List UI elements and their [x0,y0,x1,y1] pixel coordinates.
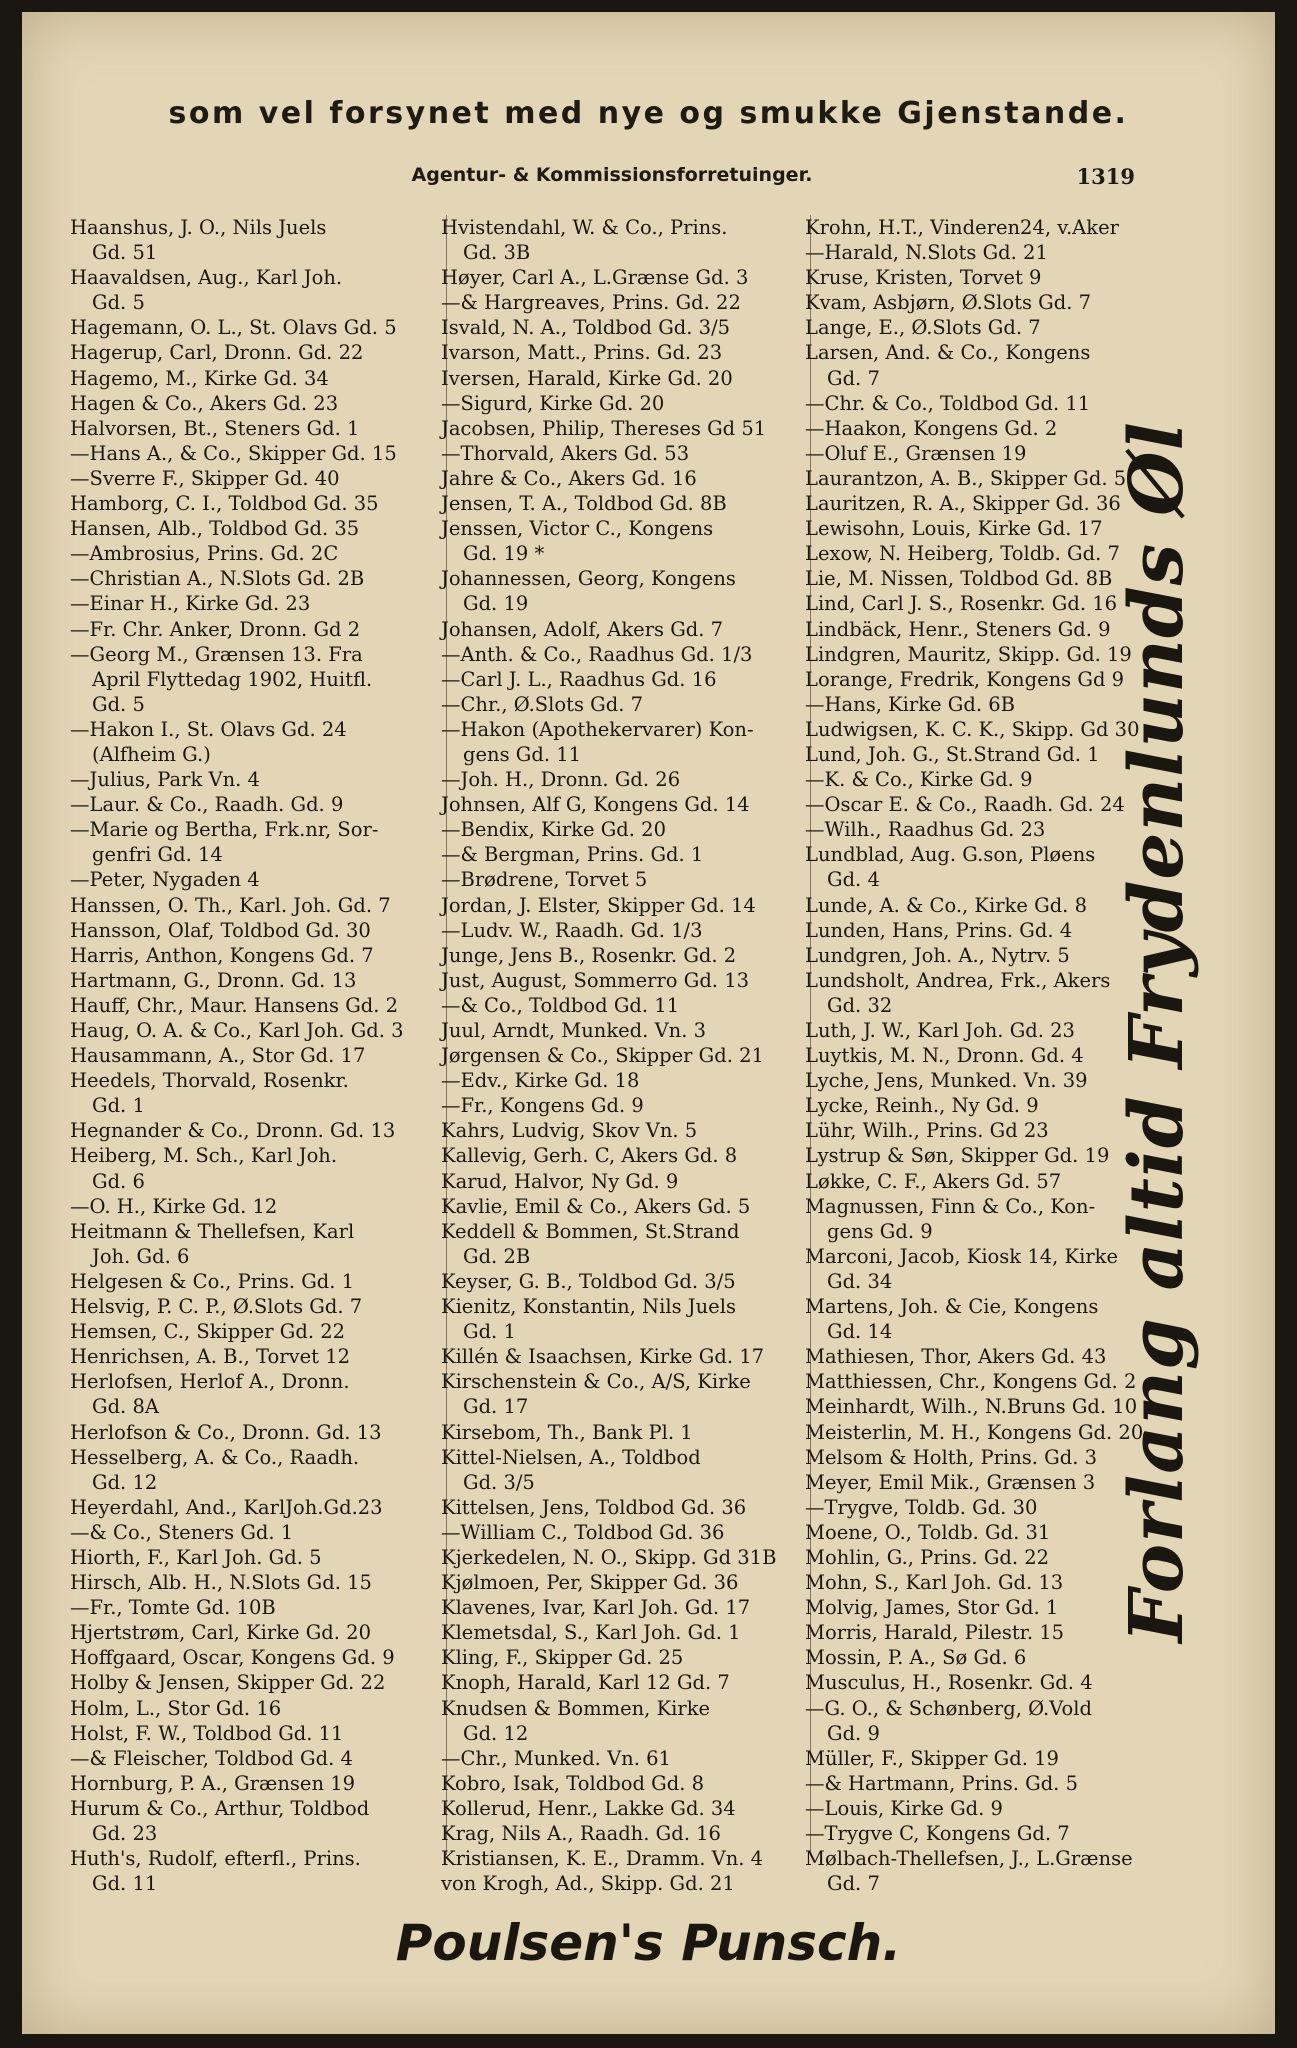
directory-entry-line: Lyche, Jens, Munked. Vn. 39 [805,1069,1088,1093]
directory-entry-line: Gd. 7 [827,366,880,390]
directory-entry-line: Helsvig, P. C. P., Ø.Slots Gd. 7 [70,1295,363,1319]
directory-entry-line: Kahrs, Ludvig, Skov Vn. 5 [441,1119,698,1143]
directory-entry-line: Holm, L., Stor Gd. 16 [70,1696,282,1720]
directory-entry-line: Hiorth, F., Karl Joh. Gd. 5 [70,1545,322,1569]
directory-entry-line: Holby & Jensen, Skipper Gd. 22 [70,1671,386,1695]
directory-entry-line: Lewisohn, Louis, Kirke Gd. 17 [805,517,1103,541]
directory-entry-line: Kollerud, Henr., Lakke Gd. 34 [441,1796,736,1820]
directory-entry-line: —Sigurd, Kirke Gd. 20 [441,391,665,415]
directory-entry-line: Hamborg, C. I., Toldbod Gd. 35 [70,492,379,516]
directory-entry-line: —Thorvald, Akers Gd. 53 [441,441,690,465]
directory-entry-line: Johnsen, Alf G, Kongens Gd. 14 [441,793,750,817]
directory-entry-line: Mossin, P. A., Sø Gd. 6 [805,1646,1027,1670]
directory-entry-line: Heedels, Thorvald, Rosenkr. [70,1069,349,1093]
directory-entry-line: Kienitz, Konstantin, Nils Juels [441,1295,736,1319]
directory-entry-line: Kittel-Nielsen, A., Toldbod [441,1445,701,1469]
directory-entry-line: Gd. 12 [92,1470,158,1494]
directory-entry-line: Juul, Arndt, Munked. Vn. 3 [441,1019,707,1042]
directory-entry-line: —Louis, Kirke Gd. 9 [805,1796,1003,1820]
directory-entry-line: —Christian A., N.Slots Gd. 2B [70,567,365,591]
directory-entry-line: April Flyttedag 1902, Huitfl. [92,667,373,691]
directory-entry-line: Gd. 5 [92,692,145,716]
directory-entry-line: Hagen & Co., Akers Gd. 23 [70,391,339,415]
directory-entry-line: Krohn, H.T., Vinderen24, v.Aker [805,216,1119,239]
directory-entry-line: —& Bergman, Prins. Gd. 1 [441,843,704,867]
directory-entry-line: Ludwigsen, K. C. K., Skipp. Gd 30 [805,717,1140,741]
directory-entry-line: Lundsholt, Andrea, Frk., Akers [805,968,1111,992]
directory-column-2 [441,215,811,1896]
directory-entry-line: Hesselberg, A. & Co., Raadh. [70,1445,360,1469]
directory-entry-line: —Oluf E., Grænsen 19 [805,441,1027,465]
directory-entry-line: Lundgren, Joh. A., Nytrv. 5 [805,943,1070,967]
directory-entry-line: Gd. 17 [463,1395,529,1419]
directory-entry-line: Lange, E., Ø.Slots Gd. 7 [805,316,1041,340]
directory-entry-line: —G. O., & Schønberg, Ø.Vold [805,1696,1092,1720]
directory-entry-line: —Einar H., Kirke Gd. 23 [70,592,311,616]
directory-entry-line: gens Gd. 11 [463,742,582,766]
directory-entry-line: Luth, J. W., Karl Joh. Gd. 23 [805,1019,1075,1042]
directory-entry-line: Gd. 23 [92,1822,158,1845]
directory-entry-line: Hansen, Alb., Toldbod Gd. 35 [70,517,360,541]
directory-entry-line: —Fr. Chr. Anker, Dronn. Gd 2 [70,617,361,641]
directory-entry-line: Gd. 7 [827,1872,880,1896]
directory-entry-line: —Trygve, Toldb. Gd. 30 [805,1495,1038,1519]
directory-entry-line: Hanssen, O. Th., Karl. Joh. Gd. 7 [70,893,391,917]
directory-entry-line: Junge, Jens B., Rosenkr. Gd. 2 [441,943,737,967]
directory-entry-line: Herlofsen, Herlof A., Dronn. [70,1370,350,1394]
directory-entry-line: —Julius, Park Vn. 4 [70,768,260,792]
directory-entry-line: Klavenes, Ivar, Karl Joh. Gd. 17 [441,1596,751,1620]
directory-entry-line: Haavaldsen, Aug., Karl Joh. [70,266,343,290]
directory-entry-line: Gd. 3B [463,241,531,265]
directory-entry-line: —Carl J. L., Raadhus Gd. 16 [441,667,717,691]
directory-entry-line: Joh. Gd. 6 [92,1244,190,1268]
directory-entry-line: —O. H., Kirke Gd. 12 [70,1194,278,1218]
directory-entry-line: Hemsen, C., Skipper Gd. 22 [70,1320,346,1344]
directory-entry-line: Lie, M. Nissen, Toldbod Gd. 8B [805,567,1113,591]
directory-entry-line: —Chr., Ø.Slots Gd. 7 [441,692,644,716]
directory-entry-line: Hegnander & Co., Dronn. Gd. 13 [70,1119,396,1143]
directory-entry-line: Knudsen & Bommen, Kirke [441,1696,711,1720]
directory-entry-line: Gd. 34 [827,1269,893,1293]
directory-entry-line: Magnussen, Finn & Co., Kon- [805,1194,1096,1218]
directory-entry-line: Lexow, N. Heiberg, Toldb. Gd. 7 [805,542,1120,566]
side-advertisement: Forlang altid Frydenlunds Øl [1114,421,1200,1643]
directory-entry-line: Heiberg, M. Sch., Karl Joh. [70,1144,338,1168]
directory-entry-line: Kruse, Kristen, Torvet 9 [805,266,1042,290]
directory-entry-line: Hoffgaard, Oscar, Kongens Gd. 9 [70,1646,395,1670]
directory-entry-line: Harris, Anthon, Kongens Gd. 7 [70,943,374,967]
directory-entry-line: Hauff, Chr., Maur. Hansens Gd. 2 [70,993,399,1017]
directory-entry-line: —Ludv. W., Raadh. Gd. 1/3 [441,918,703,942]
directory-entry-line: Jensen, T. A., Toldbod Gd. 8B [441,492,727,516]
directory-entry-line: Hartmann, G., Dronn. Gd. 13 [70,968,357,992]
directory-entry-line: —K. & Co., Kirke Gd. 9 [805,768,1033,792]
directory-entry-line: Ivarson, Matt., Prins. Gd. 23 [441,341,723,365]
directory-entry-line: Lindgren, Mauritz, Skipp. Gd. 19 [805,642,1132,666]
directory-entry-line: —Oscar E. & Co., Raadh. Gd. 24 [805,793,1125,817]
directory-entry-line: Lind, Carl J. S., Rosenkr. Gd. 16 [805,592,1118,616]
directory-entry-line: Halvorsen, Bt., Steners Gd. 1 [70,416,360,440]
directory-entry-line: —Hans A., & Co., Skipper Gd. 15 [70,441,397,465]
directory-entry-line: —Hakon I., St. Olavs Gd. 24 [70,717,347,741]
directory-entry-line: Lühr, Wilh., Prins. Gd 23 [805,1119,1049,1143]
directory-entry-line: Musculus, H., Rosenkr. Gd. 4 [805,1671,1093,1695]
directory-entry-line: Jordan, J. Elster, Skipper Gd. 14 [441,893,756,917]
directory-entry-line: Matthiessen, Chr., Kongens Gd. 2 [805,1370,1137,1394]
directory-entry-line: —Sverre F., Skipper Gd. 40 [70,466,340,490]
directory-entry-line: —Bendix, Kirke Gd. 20 [441,818,666,842]
directory-entry-line: —& Co., Toldbod Gd. 11 [441,993,680,1017]
directory-entry-line: Hansson, Olaf, Toldbod Gd. 30 [70,918,371,942]
directory-entry-line: Keddell & Bommen, St.Strand [441,1219,740,1243]
directory-entry-line: Lystrup & Søn, Skipper Gd. 19 [805,1144,1110,1168]
directory-entry-line: Kristiansen, K. E., Dramm. Vn. 4 [441,1847,764,1871]
directory-entry-line: Hornburg, P. A., Grænsen 19 [70,1771,356,1795]
directory-entry-line: Hjertstrøm, Carl, Kirke Gd. 20 [70,1621,371,1645]
directory-entry-line: Haanshus, J. O., Nils Juels [70,216,327,239]
directory-entry-line: Høyer, Carl A., L.Grænse Gd. 3 [441,266,749,290]
directory-entry-line: von Krogh, Ad., Skipp. Gd. 21 [441,1872,735,1896]
directory-entry-line: (Alfheim G.) [92,742,211,766]
directory-entry-line: Luytkis, M. N., Dronn. Gd. 4 [805,1044,1084,1068]
directory-entry-line: Melsom & Holth, Prins. Gd. 3 [805,1445,1098,1469]
directory-entry-line: Heyerdahl, And., KarlJoh.Gd.23 [70,1495,383,1519]
top-banner-ad: som vel forsynet med nye og smukke Gjenstande. [168,96,1129,131]
directory-entry-line: Molvig, James, Stor Gd. 1 [805,1596,1059,1620]
directory-entry-line: Gd. 1 [92,1094,145,1118]
directory-entry-line: gens Gd. 9 [827,1219,933,1243]
directory-entry-line: Laurantzon, A. B., Skipper Gd. 5 [805,466,1127,490]
directory-entry-line: Gd. 12 [463,1721,529,1745]
directory-entry-line: Lycke, Reinh., Ny Gd. 9 [805,1094,1039,1118]
directory-column-1 [70,215,452,1896]
directory-entry-line: Gd. 5 [92,291,145,315]
directory-entry-line: Hurum & Co., Arthur, Toldbod [70,1796,370,1820]
directory-entry-line: Kjerkedelen, N. O., Skipp. Gd 31B [441,1545,777,1569]
page-number: 1319 [1076,164,1135,189]
directory-entry-line: Hirsch, Alb. H., N.Slots Gd. 15 [70,1571,372,1595]
directory-entry-line: Meyer, Emil Mik., Grænsen 3 [805,1470,1096,1494]
directory-entry-line: Mohlin, G., Prins. Gd. 22 [805,1545,1050,1569]
directory-entry-line: Gd. 51 [92,241,158,265]
directory-entry-line: Lunden, Hans, Prins. Gd. 4 [805,918,1073,942]
directory-entry-line: Isvald, N. A., Toldbod Gd. 3/5 [441,316,731,340]
directory-entry-line: Haug, O. A. & Co., Karl Joh. Gd. 3 [70,1019,404,1042]
directory-entry-line: Gd. 8A [92,1395,159,1419]
directory-entry-line: —Fr., Tomte Gd. 10B [70,1596,276,1620]
directory-entry-line: Meisterlin, M. H., Kongens Gd. 20 [805,1420,1144,1444]
directory-entry-line: Martens, Joh. & Cie, Kongens [805,1295,1099,1319]
directory-entry-line: Gd. 32 [827,993,893,1017]
directory-entry-line: Henrichsen, A. B., Torvet 12 [70,1345,351,1369]
directory-entry-line: —Anth. & Co., Raadhus Gd. 1/3 [441,642,753,666]
directory-entry-line: Gd. 19 [463,592,529,616]
directory-entry-line: Gd. 11 [92,1872,158,1896]
directory-entry-line: —William C., Toldbod Gd. 36 [441,1520,725,1544]
directory-entry-line: Keyser, G. B., Toldbod Gd. 3/5 [441,1269,736,1293]
directory-entry-line: Krag, Nils A., Raadh. Gd. 16 [441,1822,721,1845]
directory-entry-line: —Joh. H., Dronn. Gd. 26 [441,768,681,792]
directory-entry-line: Hvistendahl, W. & Co., Prins. [441,216,728,239]
directory-entry-line: Johansen, Adolf, Akers Gd. 7 [441,617,724,641]
directory-entry-line: genfri Gd. 14 [92,843,223,867]
directory-entry-line: Holst, F. W., Toldbod Gd. 11 [70,1721,344,1745]
directory-entry-line: Killén & Isaachsen, Kirke Gd. 17 [441,1345,765,1369]
directory-entry-line: Hagemo, M., Kirke Gd. 34 [70,366,329,390]
directory-entry-line: —Trygve C, Kongens Gd. 7 [805,1822,1070,1845]
directory-entry-line: Kavlie, Emil & Co., Akers Gd. 5 [441,1194,751,1218]
directory-entry-line: Moene, O., Toldb. Gd. 31 [805,1520,1051,1544]
directory-entry-line: —& Co., Steners Gd. 1 [70,1520,294,1544]
directory-page [22,12,1275,2034]
directory-entry-line: Knoph, Harald, Karl 12 Gd. 7 [441,1671,730,1695]
directory-entry-line: Huth's, Rudolf, efterfl., Prins. [70,1847,361,1871]
directory-entry-line: Gd. 4 [827,868,880,892]
directory-entry-line: Lunde, A. & Co., Kirke Gd. 8 [805,893,1087,917]
directory-entry-line: Gd. 9 [827,1721,880,1745]
directory-entry-line: —Hakon (Apothekervarer) Kon- [441,717,754,741]
directory-entry-line: —Harald, N.Slots Gd. 21 [805,241,1048,265]
directory-entry-line: —& Hargreaves, Prins. Gd. 22 [441,291,741,315]
directory-entry-line: Helgesen & Co., Prins. Gd. 1 [70,1269,355,1293]
directory-entry-line: —Fr., Kongens Gd. 9 [441,1094,644,1118]
directory-entry-line: Kirschenstein & Co., A/S, Kirke [441,1370,751,1394]
directory-entry-line: Kvam, Asbjørn, Ø.Slots Gd. 7 [805,291,1092,315]
directory-entry-line: Jørgensen & Co., Skipper Gd. 21 [441,1044,764,1068]
directory-entry-line: Gd. 3/5 [463,1470,535,1494]
directory-entry-line: Lauritzen, R. A., Skipper Gd. 36 [805,492,1121,516]
directory-entry-line: Lindbäck, Henr., Steners Gd. 9 [805,617,1111,641]
directory-entry-line: —Edv., Kirke Gd. 18 [441,1069,640,1093]
directory-entry-line: Johannessen, Georg, Kongens [441,567,736,591]
directory-entry-line: Meinhardt, Wilh., N.Bruns Gd. 10 [805,1395,1138,1419]
directory-entry-line: Gd. 6 [92,1169,145,1193]
directory-entry-line: —Chr. & Co., Toldbod Gd. 11 [805,391,1091,415]
directory-entry-line: Løkke, C. F., Akers Gd. 57 [805,1169,1062,1193]
page-title: Agentur- & Kommissionsforretuinger. [411,164,813,186]
directory-entry-line: Morris, Harald, Pilestr. 15 [805,1621,1065,1645]
directory-entry-line: Just, August, Sommerro Gd. 13 [441,968,750,992]
directory-entry-line: —Hans, Kirke Gd. 6B [805,692,1015,716]
directory-entry-line: —Peter, Nygaden 4 [70,868,260,892]
directory-entry-line: Kirsebom, Th., Bank Pl. 1 [441,1420,693,1444]
directory-entry-line: Heitmann & Thellefsen, Karl [70,1219,355,1243]
directory-entry-line: Hagemann, O. L., St. Olavs Gd. 5 [70,316,397,340]
directory-entry-line: Jacobsen, Philip, Thereses Gd 51 [441,416,767,440]
directory-entry-line: Herlofson & Co., Dronn. Gd. 13 [70,1420,382,1444]
directory-entry-line: Kobro, Isak, Toldbod Gd. 8 [441,1771,704,1795]
directory-entry-line: Karud, Halvor, Ny Gd. 9 [441,1169,679,1193]
directory-entry-line: Hagerup, Carl, Dronn. Gd. 22 [70,341,364,365]
directory-entry-line: Gd. 2B [463,1244,531,1268]
directory-entry-line: Gd. 19 * [463,542,545,566]
directory-entry-line: Iversen, Harald, Kirke Gd. 20 [441,366,733,390]
bottom-advertisement: Poulsen's Punsch. [395,1914,902,1972]
directory-entry-line: Gd. 1 [463,1320,516,1344]
directory-entry-line: Kittelsen, Jens, Toldbod Gd. 36 [441,1495,747,1519]
directory-entry-line: Kjølmoen, Per, Skipper Gd. 36 [441,1571,739,1595]
directory-entry-line: Jahre & Co., Akers Gd. 16 [441,466,697,490]
directory-entry-line: —Haakon, Kongens Gd. 2 [805,416,1058,440]
directory-entry-line: Müller, F., Skipper Gd. 19 [805,1746,1059,1770]
directory-entry-line: Hausammann, A., Stor Gd. 17 [70,1044,366,1068]
directory-entry-line: Lundblad, Aug. G.son, Pløens [805,843,1096,867]
directory-entry-line: —Ambrosius, Prins. Gd. 2C [70,542,339,566]
directory-entry-line: Kling, F., Skipper Gd. 25 [441,1646,684,1670]
directory-entry-line: —Brødrene, Torvet 5 [441,868,648,892]
directory-entry-line: Mohn, S., Karl Joh. Gd. 13 [805,1571,1064,1595]
directory-entry-line: —& Fleischer, Toldbod Gd. 4 [70,1746,353,1770]
directory-entry-line: Kallevig, Gerh. C, Akers Gd. 8 [441,1144,738,1168]
directory-entry-line: Lund, Joh. G., St.Strand Gd. 1 [805,742,1100,766]
directory-entry-line: Klemetsdal, S., Karl Joh. Gd. 1 [441,1621,741,1645]
directory-entry-line: Mølbach-Thellefsen, J., L.Grænse [805,1847,1133,1871]
directory-entry-line: —Wilh., Raadhus Gd. 23 [805,818,1046,842]
directory-entry-line: Lorange, Fredrik, Kongens Gd 9 [805,667,1125,691]
directory-entry-line: —Georg M., Grænsen 13. Fra [70,642,363,666]
directory-entry-line: —Marie og Bertha, Frk.nr, Sor- [70,818,379,842]
directory-entry-line: Marconi, Jacob, Kiosk 14, Kirke [805,1244,1119,1268]
directory-entry-line: Larsen, And. & Co., Kongens [805,341,1091,365]
directory-entry-line: —Laur. & Co., Raadh. Gd. 9 [70,793,344,817]
directory-entry-line: Jenssen, Victor C., Kongens [441,517,714,541]
directory-entry-line: —& Hartmann, Prins. Gd. 5 [805,1771,1078,1795]
directory-entry-line: —Chr., Munked. Vn. 61 [441,1746,671,1770]
directory-entry-line: Mathiesen, Thor, Akers Gd. 43 [805,1345,1107,1369]
directory-entry-line: Gd. 14 [827,1320,893,1344]
